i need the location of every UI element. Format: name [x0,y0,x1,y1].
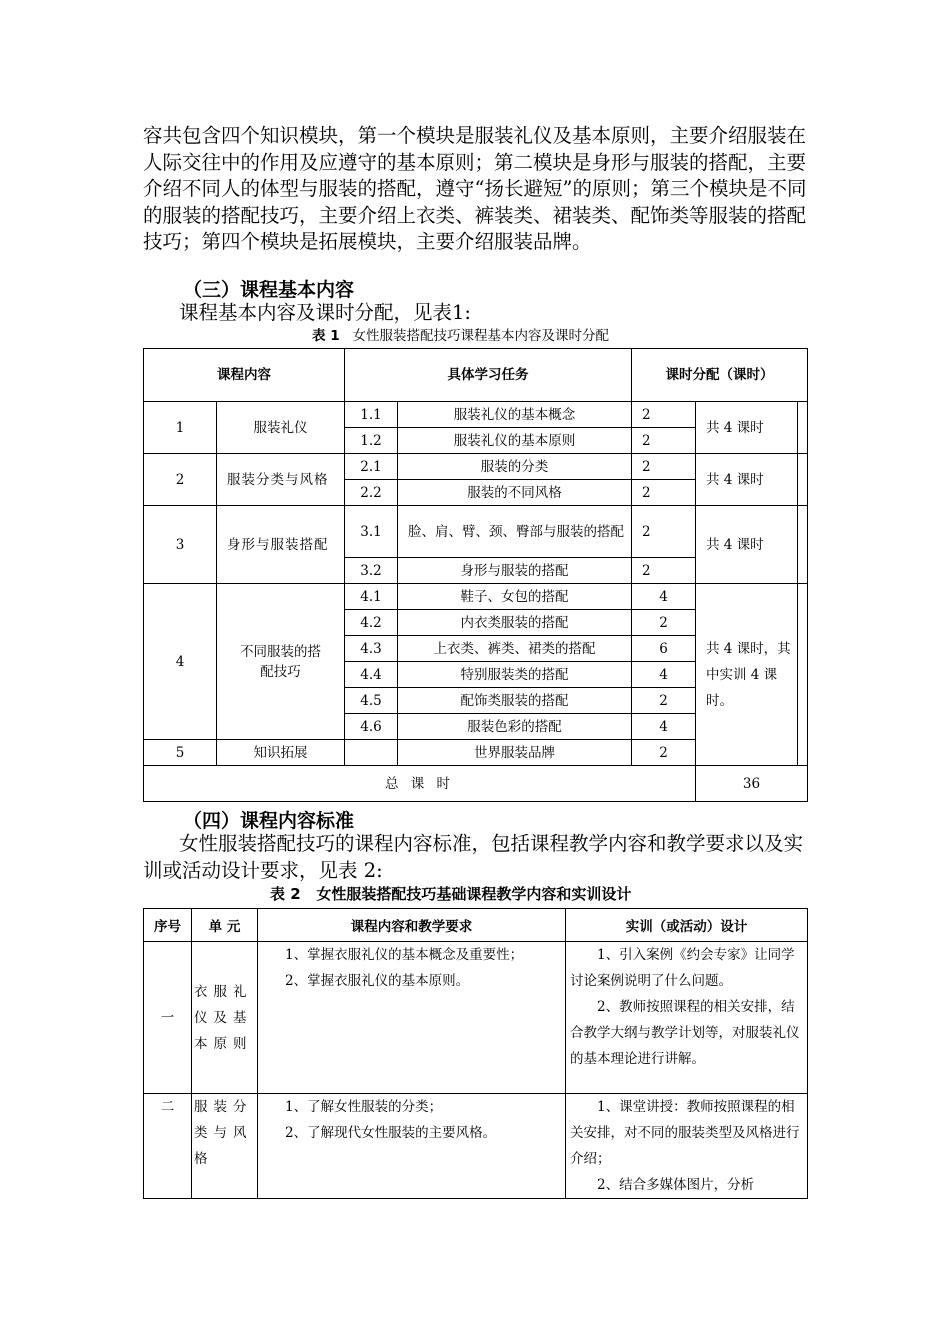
task-code: 3.1 [345,506,398,558]
task-code: 3.2 [345,558,398,584]
activity-item: 2、教师按照课程的相关安排，结合教学大纲与教学计划等，对服装礼仪的基本理论进行讲解。 [570,999,800,1067]
task-hours: 2 [632,506,696,558]
module-3-name: 身形与服装搭配 [217,506,345,584]
task-hours: 2 [632,480,696,506]
requirement-item: 2、了解现代女性服装的主要风格。 [285,1125,497,1141]
task-name: 脸、肩、臂、颈、臀部与服装的搭配 [398,506,632,558]
task-code: 4.3 [345,636,398,662]
task-name: 身形与服装的搭配 [398,558,632,584]
task-name: 世界服装品牌 [398,740,632,766]
task-code: 4.5 [345,688,398,714]
row-1-requirements [258,942,566,1094]
task-code [345,740,398,766]
task-name: 服装色彩的搭配 [398,714,632,740]
course-content-table [143,348,808,802]
module-3-summary: 共 4 课时 [696,506,798,584]
module-2-summary: 共 4 课时 [696,454,798,506]
activity-item: 1、引入案例《约会专家》让同学讨论案例说明了什么问题。 [570,947,795,989]
header-learning-tasks: 具体学习任务 [345,349,632,402]
header-activity: 实训（或活动）设计 [566,909,808,942]
table2-caption-label: 表 2 [270,885,301,903]
requirement-item: 1、了解女性服装的分类； [285,1099,443,1115]
header-course-content: 课程内容 [144,349,345,402]
table1-caption [312,327,609,345]
row-2-unit: 服装分类与风格 [192,1094,258,1199]
task-name: 服装的不同风格 [398,480,632,506]
module-1-summary: 共 4 课时 [696,402,798,454]
row-2-num: 二 [144,1094,192,1199]
task-code: 4.1 [345,584,398,610]
header-unit: 单 元 [192,909,258,942]
task-code: 1.1 [345,402,398,428]
row-1-num: 一 [144,942,192,1094]
table1-caption-text: 女性服装搭配技巧课程基本内容及课时分配 [352,328,609,344]
table2-caption-text: 女性服装搭配技巧基础课程教学内容和实训设计 [316,885,632,903]
row-1-unit: 衣服礼仪及基本原则 [192,942,258,1094]
task-hours: 2 [632,454,696,480]
module-5-num: 5 [144,740,217,766]
course-standard-table [143,908,808,1199]
module-4-num: 4 [144,584,217,740]
task-code: 2.1 [345,454,398,480]
task-name: 服装的分类 [398,454,632,480]
task-code: 4.4 [345,662,398,688]
intro-paragraph: 容共包含四个知识模块，第一个模块是服装礼仪及基本原则，主要介绍服装在人际交往中的作用及应遵守的基本原则；第二模块是身形与服装的搭配，主要介绍不同人的体型与服装的搭配，遵守“扬长避短”的原则；第三个模块是不同的服装的搭配技巧，主要介绍上衣类、裤装类、裙装类、配饰类等服装的搭配技巧；第四个模块是拓展模块，主要介绍服装品牌。 [143,124,807,253]
task-hours: 2 [632,610,696,636]
task-hours: 4 [632,662,696,688]
section3-heading: （三）课程基本内容 [183,279,355,301]
task-hours: 2 [632,428,696,454]
task-hours: 2 [632,558,696,584]
table2-caption [270,884,631,904]
task-hours: 4 [632,714,696,740]
task-name: 特别服装类的搭配 [398,662,632,688]
header-num: 序号 [144,909,192,942]
task-name: 服装礼仪的基本原则 [398,428,632,454]
task-hours: 2 [632,402,696,428]
task-code: 2.2 [345,480,398,506]
task-code: 1.2 [345,428,398,454]
task-name: 配饰类服装的搭配 [398,688,632,714]
row-2-requirements [258,1094,566,1199]
module-5-name: 知识拓展 [217,740,345,766]
row-2-activity [566,1094,808,1199]
section4-text: 女性服装搭配技巧的课程内容标准，包括课程教学内容和教学要求以及实训或活动设计要求，见表 2: [143,832,804,882]
task-hours: 6 [632,636,696,662]
total-hours-value: 36 [696,766,808,802]
section4-heading: （四）课程内容标准 [183,810,355,832]
activity-item: 2、结合多媒体图片，分析 [597,1177,755,1193]
task-code: 4.6 [345,714,398,740]
total-hours-label: 总 课 时 [144,766,696,802]
header-hours: 课时分配（课时） [632,349,808,402]
module-3-num: 3 [144,506,217,584]
row-1-activity [566,942,808,1094]
activity-item: 1、课堂讲授：教师按照课程的相关安排，对不同的服装类型及风格进行介绍； [570,1099,800,1167]
requirement-item: 1、掌握衣服礼仪的基本概念及重要性； [285,947,524,963]
module-4-summary: 共 4 课时，其中实训 4 课时。 [696,584,798,766]
header-requirements: 课程内容和教学要求 [258,909,566,942]
section3-text: 课程基本内容及课时分配，见表1: [179,301,471,324]
task-name: 内衣类服装的搭配 [398,610,632,636]
module-2-num: 2 [144,454,217,506]
module-4-name: 不同服装的搭配技巧 [217,584,345,740]
requirement-item: 2、掌握衣服礼仪的基本原则。 [285,973,470,989]
task-code: 4.2 [345,610,398,636]
task-name: 鞋子、女包的搭配 [398,584,632,610]
task-hours: 4 [632,584,696,610]
table1-caption-label: 表 1 [312,328,340,344]
task-hours: 2 [632,740,696,766]
task-hours: 2 [632,688,696,714]
task-name: 服装礼仪的基本概念 [398,402,632,428]
module-2-name: 服装分类与风格 [217,454,345,506]
module-1-name: 服装礼仪 [217,402,345,454]
task-name: 上衣类、裤类、裙类的搭配 [398,636,632,662]
module-1-num: 1 [144,402,217,454]
